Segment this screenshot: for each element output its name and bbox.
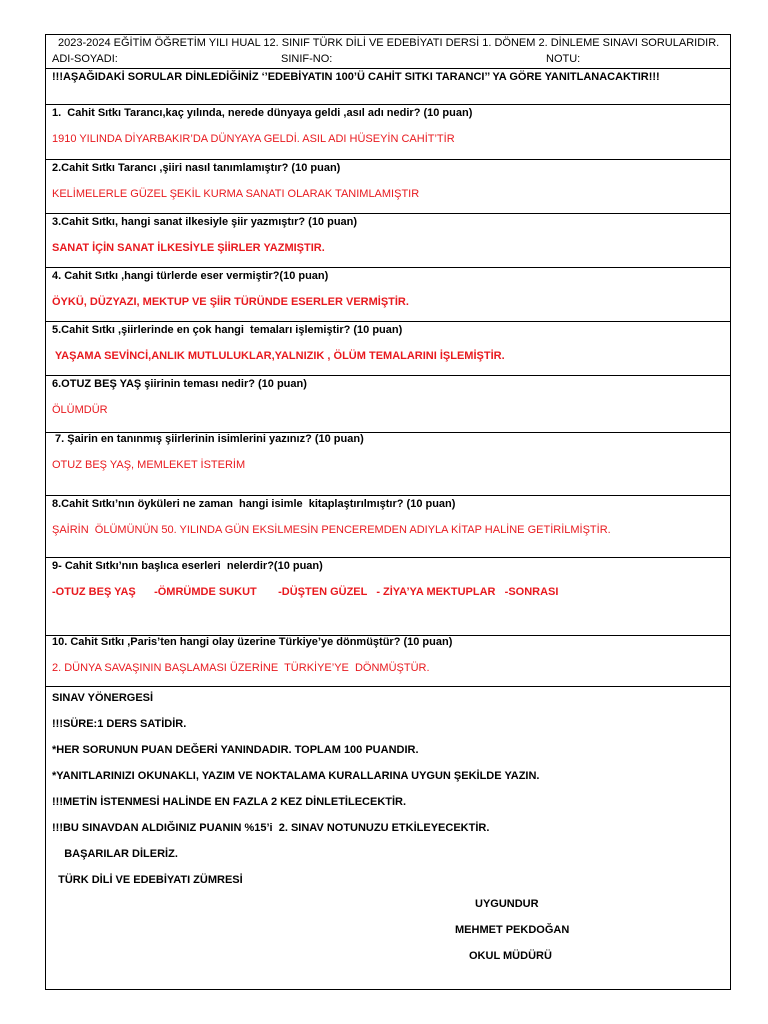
direction-line: !!!BU SINAVDAN ALDIĞINIZ PUANIN %15’i 2. SINAV NOTUNUZU ETKİLEYECEKTİR. [52, 822, 490, 834]
question-text: 6.OTUZ BEŞ YAŞ şiirinin teması nedir? (10 puan) [52, 378, 307, 390]
class-label: SINIF-NO: [281, 53, 333, 65]
answer-text: SANAT İÇİN SANAT İLKESİYLE ŞİİRLER YAZMIŞTIR. [52, 242, 325, 254]
question-row-2 [46, 160, 730, 214]
direction-line: *YANITLARINIZI OKUNAKLI, YAZIM VE NOKTALAMA KURALLARINA UYGUN ŞEKİLDE YAZIN. [52, 770, 540, 782]
answer-text: YAŞAMA SEVİNCİ,ANLIK MUTLULUKLAR,YALNIZIK , ÖLÜM TEMALARINI İŞLEMİŞTİR. [52, 350, 505, 362]
answer-text: KELİMELERLE GÜZEL ŞEKİL KURMA SANATI OLARAK TANIMLAMIŞTIR [52, 188, 420, 200]
question-text: 2.Cahit Sıtkı Tarancı ,şiiri nasıl tanımlamıştır? (10 puan) [52, 162, 341, 174]
question-row-4 [46, 268, 730, 322]
answer-text: ÖLÜMDÜR [52, 404, 108, 416]
question-row-7 [46, 433, 730, 496]
principal-name: MEHMET PEKDOĞAN [455, 924, 570, 936]
grade-label: NOTU: [546, 53, 581, 65]
header-row [46, 35, 730, 69]
exam-sheet [45, 34, 731, 990]
question-text: 7. Şairin en tanınmış şiirlerinin isimlerini yazınız? (10 puan) [52, 433, 364, 445]
question-text: 3.Cahit Sıtkı, hangi sanat ilkesiyle şiir yazmıştır? (10 puan) [52, 216, 358, 228]
question-row-8 [46, 496, 730, 558]
question-text: 4. Cahit Sıtkı ,hangi türlerde eser vermiştir?(10 puan) [52, 270, 329, 282]
answer-text: OTUZ BEŞ YAŞ, MEMLEKET İSTERİM [52, 459, 246, 471]
instruction-row [46, 69, 730, 105]
instruction-text: !!!AŞAĞIDAKİ SORULAR DİNLEDİĞİNİZ ‘’EDEBİYATIN 100’Ü CAHİT SITKI TARANCI’’ YA GÖRE YANITLANACAKTIR!!! [52, 71, 660, 83]
answer-text: 1910 YILINDA DİYARBAKIR’DA DÜNYAYA GELDİ. ASIL ADI HÜSEYİN CAHİT’TİR [52, 133, 455, 145]
question-row-3 [46, 214, 730, 268]
question-row-6 [46, 376, 730, 433]
direction-line: !!!SÜRE:1 DERS SATİDİR. [52, 718, 187, 730]
question-row-10 [46, 636, 730, 687]
direction-line: *HER SORUNUN PUAN DEĞERİ YANINDADIR. TOPLAM 100 PUANDIR. [52, 744, 419, 756]
principal-title: OKUL MÜDÜRÜ [469, 950, 552, 962]
name-label: ADI-SOYADI: [52, 53, 118, 65]
question-text: 9- Cahit Sıtkı’nın başlıca eserleri nelerdir?(10 puan) [52, 560, 323, 572]
answer-text: -OTUZ BEŞ YAŞ -ÖMRÜMDE SUKUT -DÜŞTEN GÜZEL - ZİYA’YA MEKTUPLAR -SONRASI [52, 586, 559, 598]
question-text: 8.Cahit Sıtkı’nın öyküleri ne zaman hangi isimle kitaplaştırılmıştır? (10 puan) [52, 498, 456, 510]
question-text: 5.Cahit Sıtkı ,şiirlerinde en çok hangi temaları işlemiştir? (10 puan) [52, 324, 403, 336]
direction-line: !!!METİN İSTENMESİ HALİNDE EN FAZLA 2 KEZ DİNLETİLECEKTİR. [52, 796, 407, 808]
question-text: 1. Cahit Sıtkı Tarancı,kaç yılında, nerede dünyaya geldi ,asıl adı nedir? (10 puan) [52, 107, 473, 119]
question-text: 10. Cahit Sıtkı ,Paris’ten hangi olay üzerine Türkiye’ye dönmüştür? (10 puan) [52, 636, 453, 648]
answer-text: ÖYKÜ, DÜZYAZI, MEKTUP VE ŞİİR TÜRÜNDE ESERLER VERMİŞTİR. [52, 296, 409, 308]
answer-text: 2. DÜNYA SAVAŞININ BAŞLAMASI ÜZERİNE TÜRKİYE’YE DÖNMÜŞTÜR. [52, 662, 430, 674]
direction-line: BAŞARILAR DİLERİZ. [52, 848, 178, 860]
answer-text: ŞAİRİN ÖLÜMÜNÜN 50. YILINDA GÜN EKSİLMESİN PENCEREMDEN ADIYLA KİTAP HALİNE GETİRİLMİŞTİR. [52, 524, 611, 536]
directions-block [46, 687, 730, 989]
approval-text: UYGUNDUR [475, 898, 539, 910]
direction-line: TÜRK DİLİ VE EDEBİYATI ZÜMRESİ [52, 874, 243, 886]
question-row-5 [46, 322, 730, 376]
question-row-1 [46, 105, 730, 160]
exam-title: 2023-2024 EĞİTİM ÖĞRETİM YILI HUAL 12. SINIF TÜRK DİLİ VE EDEBİYATI DERSİ 1. DÖNEM 2. DİNLEME SINAVI SORULARIDIR. [58, 37, 720, 49]
directions-title: SINAV YÖNERGESİ [52, 692, 154, 704]
question-row-9 [46, 558, 730, 636]
